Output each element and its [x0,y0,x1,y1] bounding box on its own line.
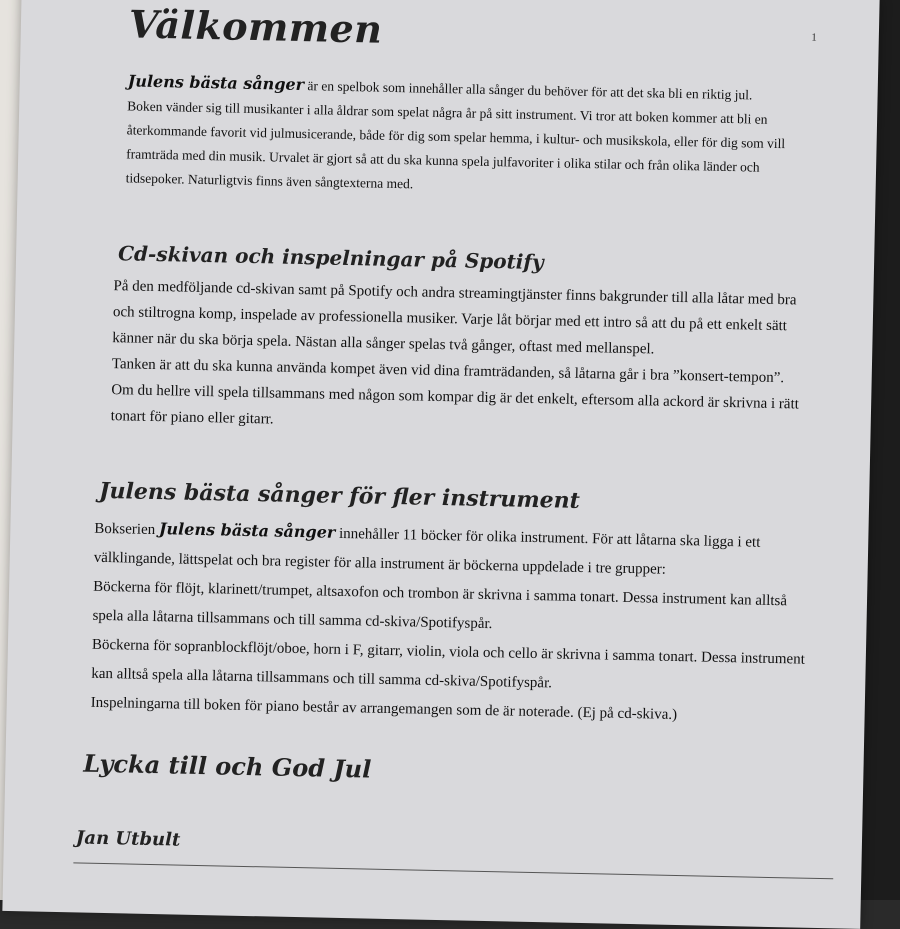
cd-paragraph-1: På den medföljande cd-skivan samt på Spotify och andra streamingtjänster finns bakgrunder till alla låtar med bra och stiltrogna komp, inspelade av professionella musiker. Varje låt börjar med ett intro så att du på ett enkelt sätt känner när du ska börja spela. Nästan alla sånger spelas två gånger, oftast med mellanspel. [112,278,797,358]
page-title: Välkommen [128,1,383,52]
p1-prefix: Bokserien [94,520,160,539]
instrument-section-heading: Julens bästa sånger för fler instrument [98,477,581,514]
p1-text: innehåller 11 böcker för olika instrument. För att låtarna ska ligga i ett välklingande, lättspelat och bra register för alla instrument är böckerna uppdelade i tre grupper: [93,525,761,578]
instrument-paragraph-3: Böckerna för sopranblockflöjt/oboe, horn i F, gitarr, violin, viola och cello är skrivna i samma tonart. Dessa instrument kan alltså spela alla låtarna tillsammans och till samma cd-skiva/Spotifyspår. [91,636,805,692]
instrument-paragraph-2: Böckerna för flöjt, klarinett/trumpet, altsaxofon och trombon är skrivna i samma tonart. Dessa instrument kan alltså spela alla låtarna tillsammans och till samma cd-skiva/Spotifyspår. [92,578,788,633]
intro-text: är en spelbok som innehåller alla sånger du behöver för att det ska bli en riktig jul. Boken vänder sig till musikanter i alla åldrar som spelat några år på sitt instrument. Vi tror att boken kommer att bli en återkommande favorit vid julmusicerande, både för dig som spelar hemma, i kultur- och musikskola, eller för dig som vill framträda med din musik. Urvalet är gjort så att du ska kunna spela julfavoriter i olika stilar och från olika länder och tidsepoker. Naturligtvis finns även sångtexterna med. [125,78,786,192]
instrument-section-body [90,513,814,733]
book-title-inline: Julens bästa sånger [127,71,305,95]
series-title-inline: Julens bästa sånger [158,519,336,542]
cd-paragraph-2: Tanken är att du ska kunna använda kompet även vid dina framträdanden, så låtarna går i bra ”konsert-tempon”. Om du hellre vill spela tillsammans med någon som kompar dig är det enkelt, eftersom alla ackord är skrivna i rätt tonart för piano eller gitarr. [110,356,800,428]
bottom-rule [73,862,833,879]
closing-greeting: Lycka till och God Jul [83,748,372,784]
instrument-paragraph-4: Inspelningarna till boken för piano består av arrangemangen som de är noterade. (Ej på cd-skiva.) [90,694,678,723]
author-signature: Jan Utbult [75,827,181,851]
cd-section-body [110,273,803,443]
intro-paragraph [125,69,787,204]
cd-section-heading: Cd-skivan och inspelningar på Spotify [117,241,544,275]
book-page [2,0,879,929]
page-number: 1 [811,31,817,44]
